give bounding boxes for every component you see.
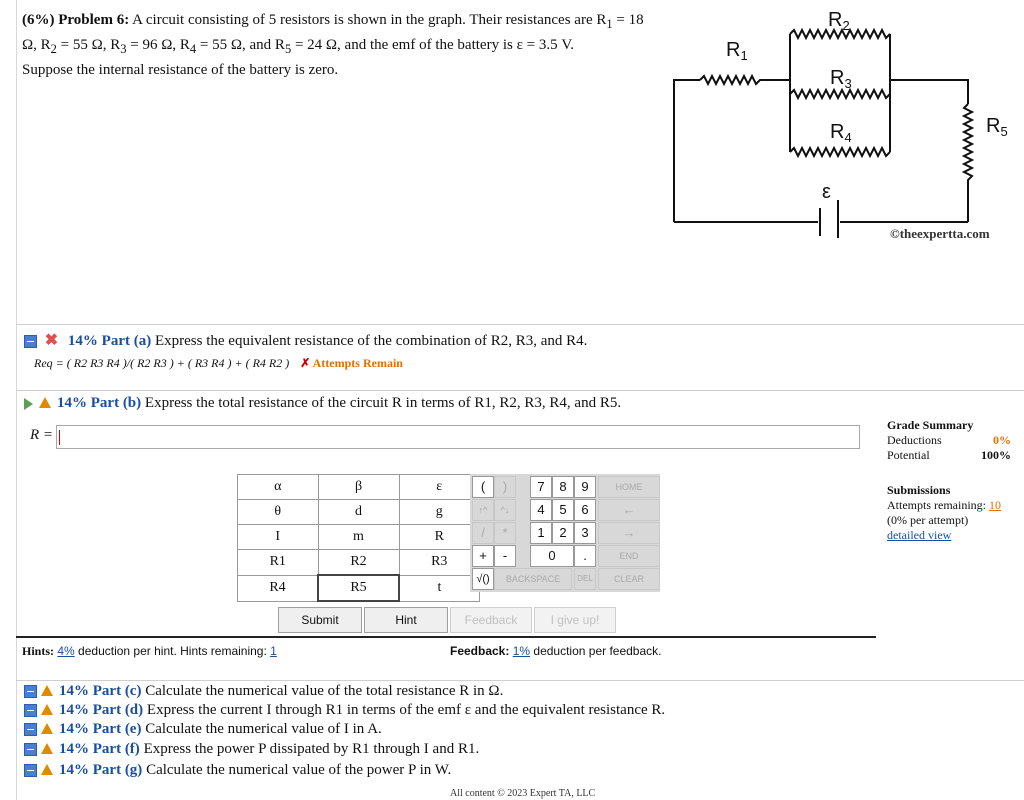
collapse-icon[interactable] bbox=[24, 743, 37, 756]
key-end[interactable]: END bbox=[598, 545, 660, 567]
warning-icon bbox=[41, 743, 53, 754]
footer: All content © 2023 Expert TA, LLC bbox=[450, 788, 596, 799]
collapse-icon[interactable] bbox=[24, 764, 37, 777]
part-b-header: 14% Part (b) bbox=[57, 395, 142, 411]
part-d[interactable] bbox=[24, 702, 665, 719]
label-r5: $R_5$ bbox=[986, 115, 1008, 139]
part-c[interactable] bbox=[24, 683, 503, 700]
key-5[interactable]: 5 bbox=[552, 499, 574, 521]
part-f-header: 14% Part (f) bbox=[59, 741, 140, 757]
part-a-question: Express the equivalent resistance of the combination of R2, R3, and R4. bbox=[154, 333, 588, 349]
grade-summary bbox=[887, 418, 1011, 543]
part-a-answer-text: Req = ( R2 R3 R4 )/( R2 R3 ) + ( R3 R4 ) + ( R4 R2 ) bbox=[34, 356, 290, 370]
collapse-icon[interactable] bbox=[24, 704, 37, 717]
deductions-value: 0% bbox=[993, 433, 1011, 447]
diagram-credit: ©theexpertta.com bbox=[890, 226, 990, 241]
hints-info bbox=[22, 644, 277, 659]
detailed-view-link[interactable]: detailed view bbox=[887, 528, 952, 542]
symbol-m[interactable]: m bbox=[318, 525, 399, 550]
incorrect-icon: ✖ bbox=[44, 332, 59, 349]
symbol-alpha[interactable]: α bbox=[238, 475, 319, 500]
grade-summary-title: Grade Summary bbox=[887, 418, 974, 432]
label-r3: $R_3$ bbox=[830, 67, 852, 91]
collapse-icon[interactable] bbox=[24, 685, 37, 698]
part-e-question: Calculate the numerical value of I in A. bbox=[145, 721, 382, 737]
key-9[interactable]: 9 bbox=[574, 476, 596, 498]
key-backspace[interactable]: BACKSPACE bbox=[494, 568, 572, 590]
feedback-text: deduction per feedback. bbox=[533, 644, 662, 658]
warning-icon bbox=[41, 723, 53, 734]
text-caret bbox=[59, 430, 60, 445]
key-decimal[interactable]: . bbox=[574, 545, 596, 567]
key-0[interactable]: 0 bbox=[530, 545, 574, 567]
key-divide[interactable]: / bbox=[472, 522, 494, 544]
part-f[interactable] bbox=[24, 741, 479, 758]
collapse-icon[interactable] bbox=[24, 723, 37, 736]
hints-remaining: 1 bbox=[270, 644, 277, 658]
key-7[interactable]: 7 bbox=[530, 476, 552, 498]
warning-icon bbox=[41, 764, 53, 775]
feedback-info bbox=[450, 644, 661, 658]
feedback-button[interactable]: Feedback bbox=[450, 607, 532, 633]
submissions-title: Submissions bbox=[887, 483, 951, 497]
problem-text-5: = 55 Ω, and R bbox=[199, 37, 285, 53]
part-b[interactable] bbox=[24, 395, 621, 412]
right-arrow-icon[interactable]: → bbox=[598, 522, 660, 544]
resistor-r3 bbox=[790, 90, 890, 98]
symbol-t[interactable]: t bbox=[399, 575, 480, 601]
circuit-diagram bbox=[660, 8, 1024, 238]
hints-pct: 4% bbox=[57, 644, 75, 658]
give-up-button[interactable]: I give up! bbox=[534, 607, 616, 633]
resistor-r2 bbox=[790, 30, 890, 38]
label-emf: ε bbox=[822, 181, 831, 203]
attempts-value: 10 bbox=[988, 498, 1001, 512]
per-attempt: (0% per attempt) bbox=[887, 513, 969, 527]
symbol-R[interactable]: R bbox=[399, 525, 480, 550]
divider bbox=[16, 324, 1024, 325]
problem-text-7: Suppose the internal resistance of the battery is zero. bbox=[22, 62, 339, 78]
symbol-R4[interactable]: R4 bbox=[238, 575, 319, 601]
part-g-header: 14% Part (g) bbox=[59, 762, 143, 778]
input-label: R = bbox=[30, 427, 54, 443]
deductions-label: Deductions bbox=[887, 433, 942, 447]
potential-value: 100% bbox=[981, 448, 1011, 462]
key-pow-down[interactable]: ^↓ bbox=[494, 499, 516, 521]
feedback-pct: 1% bbox=[512, 644, 531, 658]
collapse-icon[interactable] bbox=[24, 335, 37, 348]
problem-statement: (6%) Problem 6: A circuit consisting of 5 resistors is shown in the graph. Their resistances are $R_1 = 18$ Ω, $R_2 = 55$ Ω, $R_3 = 96$ Ω, $R_4 = 55$ Ω, and $R_5 = 24$ Ω, and the emf of the battery is ε = 3.5 V. Suppose the internal resistance of the battery is zero. bbox=[22, 12, 644, 78]
key-1[interactable]: 1 bbox=[530, 522, 552, 544]
warning-icon bbox=[39, 397, 51, 408]
resistor-r5 bbox=[964, 104, 972, 222]
key-minus[interactable]: - bbox=[494, 545, 516, 567]
key-8[interactable]: 8 bbox=[552, 476, 574, 498]
problem-text-4: = 96 Ω, R bbox=[130, 37, 190, 53]
potential-label: Potential bbox=[887, 448, 930, 462]
divider bbox=[16, 680, 1024, 681]
part-a[interactable] bbox=[24, 330, 587, 350]
symbol-I[interactable]: I bbox=[238, 525, 319, 550]
attempts-label: Attempts remaining: bbox=[887, 498, 986, 512]
symbol-d[interactable]: d bbox=[318, 500, 399, 525]
key-2[interactable]: 2 bbox=[552, 522, 574, 544]
part-b-question: Express the total resistance of the circuit R in terms of R1, R2, R3, R4, and R5. bbox=[144, 395, 622, 411]
key-paren-close[interactable]: ) bbox=[494, 476, 516, 498]
symbol-R1[interactable]: R1 bbox=[238, 550, 319, 576]
key-paren-open[interactable]: ( bbox=[472, 476, 494, 498]
problem-text-6: = 24 Ω, and the emf of the battery is ε = 3.5 V. bbox=[294, 37, 574, 53]
key-plus[interactable]: + bbox=[472, 545, 494, 567]
part-c-header: 14% Part (c) bbox=[59, 683, 142, 699]
hints-text: deduction per hint. Hints remaining: bbox=[78, 644, 267, 658]
warning-icon bbox=[41, 704, 53, 715]
attempts-remain-status: ✗ Attempts Remain bbox=[300, 356, 403, 370]
symbol-R3[interactable]: R3 bbox=[399, 550, 480, 576]
part-d-header: 14% Part (d) bbox=[59, 702, 144, 718]
numeric-keypad bbox=[470, 474, 660, 592]
symbol-pad bbox=[237, 474, 480, 602]
left-arrow-icon[interactable]: ← bbox=[598, 499, 660, 521]
symbol-R2[interactable]: R2 bbox=[318, 550, 399, 576]
divider bbox=[16, 390, 1024, 391]
symbol-epsilon[interactable]: ε bbox=[399, 475, 480, 500]
label-r2: $R_2$ bbox=[828, 9, 850, 33]
resistor-r4 bbox=[790, 148, 890, 156]
label-r4: $R_4$ bbox=[830, 121, 852, 145]
part-a-header: 14% Part (a) bbox=[67, 333, 152, 349]
answer-input[interactable] bbox=[56, 425, 860, 449]
problem-text-3: = 55 Ω, R bbox=[60, 37, 121, 53]
key-home[interactable]: HOME bbox=[598, 476, 660, 498]
problem-text-2: = 18 Ω, R bbox=[22, 12, 644, 53]
key-3[interactable]: 3 bbox=[574, 522, 596, 544]
part-a-answer bbox=[34, 356, 403, 371]
symbol-theta[interactable]: θ bbox=[238, 500, 319, 525]
part-c-question: Calculate the numerical value of the total resistance R in Ω. bbox=[145, 683, 504, 699]
feedback-label: Feedback: bbox=[450, 644, 510, 658]
problem-text-1: A circuit consisting of 5 resistors is shown in the graph. Their resistances are R bbox=[132, 12, 607, 28]
part-g[interactable] bbox=[24, 762, 451, 779]
key-del[interactable]: DEL bbox=[574, 568, 596, 590]
label-r1: $R_1$ bbox=[726, 39, 748, 63]
resistor-r1 bbox=[700, 76, 790, 84]
problem-prefix: (6%) Problem 6: bbox=[22, 12, 130, 28]
expand-arrow-icon[interactable] bbox=[24, 398, 33, 410]
part-d-question: Express the current I through R1 in terms of the emf ε and the equivalent resistance R. bbox=[146, 702, 666, 718]
part-e-header: 14% Part (e) bbox=[59, 721, 142, 737]
part-e[interactable] bbox=[24, 721, 382, 738]
warning-icon bbox=[41, 685, 53, 696]
symbol-beta[interactable]: β bbox=[318, 475, 399, 500]
part-f-question: Express the power P dissipated by R1 through I and R1. bbox=[143, 741, 480, 757]
key-4[interactable]: 4 bbox=[530, 499, 552, 521]
hints-label: Hints: bbox=[22, 644, 55, 658]
key-multiply[interactable]: * bbox=[494, 522, 516, 544]
key-pow-up[interactable]: ↑^ bbox=[472, 499, 494, 521]
key-6[interactable]: 6 bbox=[574, 499, 596, 521]
part-g-question: Calculate the numerical value of the power P in W. bbox=[146, 762, 452, 778]
symbol-R5[interactable]: R5 bbox=[318, 575, 399, 601]
key-sqrt[interactable]: √() bbox=[472, 568, 494, 590]
key-clear[interactable]: CLEAR bbox=[598, 568, 660, 590]
submit-button[interactable]: Submit bbox=[278, 607, 362, 633]
hint-button[interactable]: Hint bbox=[364, 607, 448, 633]
symbol-g[interactable]: g bbox=[399, 500, 480, 525]
